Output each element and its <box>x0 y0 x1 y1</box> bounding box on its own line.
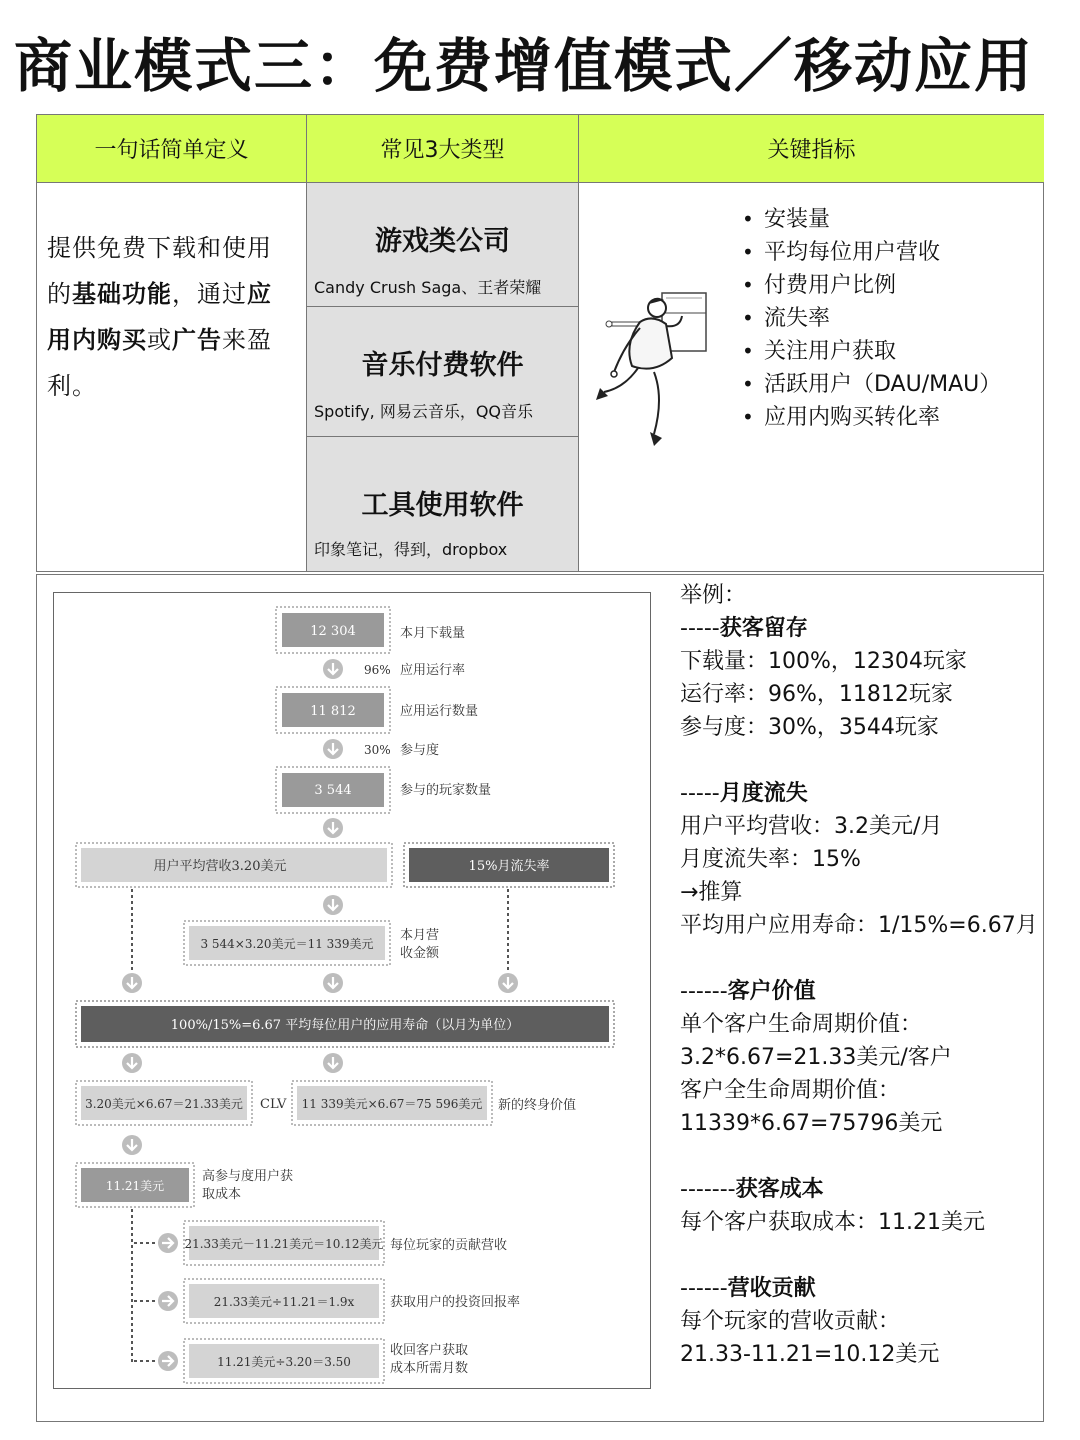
type-name: 音乐付费软件 <box>361 350 524 381</box>
section-heading-value: ------客户价值 <box>680 979 816 1004</box>
type-games <box>307 183 578 307</box>
monthly-revenue-calc: 3 544×3.20美元＝11 339美元 <box>200 937 374 951</box>
players-value: 3 544 <box>314 783 352 798</box>
metric-item: • 付费用户比例 <box>742 269 1001 302</box>
section-heading-contribution: ------营收贡献 <box>680 1276 816 1301</box>
header-definition: 一句话简单定义 <box>37 115 307 183</box>
note-line: 11339*6.67=75796美元 <box>680 1111 943 1136</box>
definition-bold-iap: 应用内购买 <box>47 280 272 354</box>
players-label: 参与的玩家数量 <box>400 783 492 798</box>
metrics-list <box>742 203 1001 434</box>
type-examples: Spotify, 网易云音乐，QQ音乐 <box>314 402 534 421</box>
cac-label: 高参与度用户获 <box>202 1169 294 1184</box>
type-examples: Candy Crush Saga、王者荣耀 <box>314 278 542 297</box>
page-title: 商业模式三：免费增值模式／移动应用 <box>14 32 1035 100</box>
payback-label: 收回客户获取 <box>390 1343 469 1358</box>
section-heading-cac: -------获客成本 <box>680 1177 824 1202</box>
arrow-right-icon <box>158 1291 178 1311</box>
run-rate-label: 应用运行率 <box>400 663 466 678</box>
arrow-down-icon <box>323 659 343 679</box>
type-name: 游戏类公司 <box>375 226 510 257</box>
summary-table <box>36 114 1044 572</box>
monthly-revenue-label-2: 收金额 <box>400 946 440 961</box>
downloads-label: 本月下载量 <box>400 626 466 641</box>
note-line: 月度流失率：15% <box>680 847 861 872</box>
total-lifetime-label: 新的终身价值 <box>498 1098 577 1113</box>
payback-calc: 11.21美元÷3.20＝3.50 <box>217 1355 351 1369</box>
arrow-down-icon <box>122 1135 142 1155</box>
arrow-right-icon <box>158 1233 178 1253</box>
type-tools <box>307 437 578 571</box>
lifetime-text: 100%/15%=6.67 平均每位用户的应用寿命（以月为单位） <box>170 1018 520 1033</box>
flowchart <box>53 592 651 1389</box>
roi-calc: 21.33美元÷11.21＝1.9x <box>213 1295 355 1309</box>
arrow-down-icon <box>122 1053 142 1073</box>
section-heading-churn: -----月度流失 <box>680 781 808 806</box>
total-lifetime-calc: 11 339美元×6.67＝75 596美元 <box>301 1097 483 1111</box>
person-running-illustration <box>594 288 714 468</box>
arrow-down-icon <box>498 973 518 993</box>
arrow-right-icon <box>158 1351 178 1371</box>
note-line: 下载量：100%，12304玩家 <box>680 649 967 674</box>
metric-item: • 平均每位用户营收 <box>742 236 1001 269</box>
note-line: 单个客户生命周期价值： <box>680 1012 923 1037</box>
metric-item: • 活跃用户（DAU/MAU） <box>742 368 1001 401</box>
type-music <box>307 307 578 437</box>
note-line: 每个客户获取成本：11.21美元 <box>680 1210 985 1235</box>
note-line: 运行率：96%，11812玩家 <box>680 682 953 707</box>
runs-label: 应用运行数量 <box>400 704 479 719</box>
definition-text: 提供免费下载和使用的基础功能，通过应用内购买或广告来盈利。 <box>47 234 272 400</box>
clv-label: CLV <box>260 1097 287 1112</box>
monthly-revenue-label: 本月营 <box>400 928 440 943</box>
definition-bold-basic: 基础功能 <box>72 280 172 308</box>
header-types: 常见3大类型 <box>307 115 579 183</box>
type-examples: 印象笔记，得到，dropbox <box>314 540 508 559</box>
roi-label: 获取用户的投资回报率 <box>390 1295 521 1310</box>
note-line: 3.2*6.67=21.33美元/客户 <box>680 1045 952 1070</box>
note-line: 参与度：30%，3544玩家 <box>680 715 939 740</box>
note-line: 客户全生命周期价值： <box>680 1078 901 1103</box>
arrow-down-icon <box>323 895 343 915</box>
metric-item: • 流失率 <box>742 302 1001 335</box>
arrow-down-icon <box>323 973 343 993</box>
section-heading-retention: -----获客留存 <box>680 616 808 641</box>
notes-intro: 举例： <box>680 583 747 608</box>
cac-value: 11.21美元 <box>105 1179 165 1193</box>
note-line: 21.33-11.21=10.12美元 <box>680 1342 940 1367</box>
definition-bold-ads: 广告 <box>172 326 222 354</box>
note-line: 平均用户应用寿命：1/15%=6.67月 <box>680 913 1038 938</box>
arpu-text: 用户平均营收3.20美元 <box>153 859 287 874</box>
arrow-down-icon <box>323 1053 343 1073</box>
note-line: →推算 <box>680 880 743 905</box>
downloads-value: 12 304 <box>310 624 356 639</box>
runs-value: 11 812 <box>310 704 356 719</box>
contribution-calc: 21.33美元－11.21美元＝10.12美元 <box>184 1237 384 1251</box>
payback-label-2: 成本所需月数 <box>390 1361 469 1376</box>
metric-item: • 应用内购买转化率 <box>742 401 1001 434</box>
example-panel <box>36 574 1044 1422</box>
note-line: 用户平均营收：3.2美元/月 <box>680 814 943 839</box>
clv-calc: 3.20美元×6.67＝21.33美元 <box>85 1097 243 1111</box>
arrow-down-icon <box>122 973 142 993</box>
metrics-cell <box>579 183 1044 571</box>
types-column <box>307 183 579 571</box>
note-line: 每个玩家的营收贡献： <box>680 1309 901 1334</box>
definition-cell <box>37 183 307 571</box>
arrow-down-icon <box>323 739 343 759</box>
run-rate-pct: 96% <box>364 663 391 677</box>
arrow-down-icon <box>323 818 343 838</box>
type-name: 工具使用软件 <box>361 490 524 521</box>
flowchart-svg <box>54 593 650 1388</box>
engage-label: 参与度 <box>400 743 440 758</box>
churn-text: 15%月流失率 <box>468 859 550 874</box>
metric-item: • 安装量 <box>742 203 1001 236</box>
contribution-label: 每位玩家的贡献营收 <box>390 1238 508 1253</box>
cac-label-2: 取成本 <box>202 1187 242 1202</box>
example-notes <box>680 579 1045 1371</box>
engage-pct: 30% <box>364 743 391 757</box>
metric-item: • 关注用户获取 <box>742 335 1001 368</box>
header-metrics: 关键指标 <box>579 115 1044 183</box>
